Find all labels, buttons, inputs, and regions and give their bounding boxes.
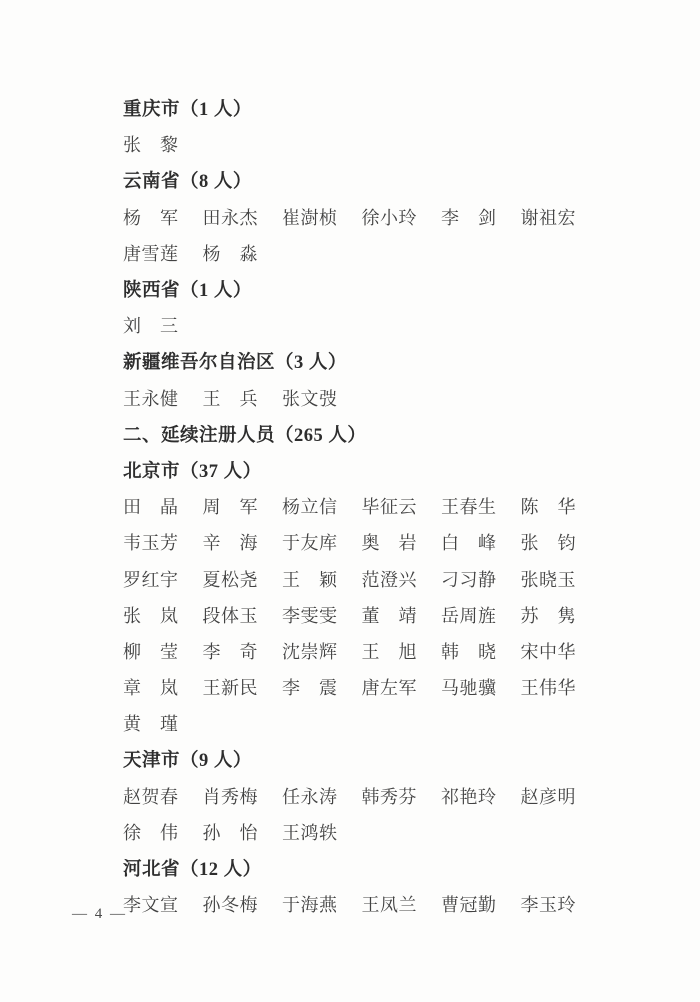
- person-name: 王春生: [441, 497, 497, 518]
- person-name: 毕征云: [361, 497, 417, 518]
- name-row: [123, 778, 593, 814]
- person-name: 韩秀芬: [361, 786, 417, 807]
- document-content: [123, 90, 593, 922]
- person-name: 李玉玲: [520, 895, 576, 916]
- person-name: 张 岚: [123, 605, 179, 626]
- person-name: 李 震: [282, 678, 338, 699]
- person-name: 苏 隽: [520, 605, 576, 626]
- person-name: 王 兵: [202, 388, 258, 409]
- person-name: 任永涛: [282, 786, 338, 807]
- person-name: 罗红宇: [123, 569, 179, 590]
- person-name: 岳周旌: [441, 605, 497, 626]
- person-name: 夏松尧: [202, 569, 258, 590]
- person-name: 王鸿轶: [282, 822, 338, 843]
- person-name: 白 峰: [441, 533, 497, 554]
- page-number: — 4 —: [72, 906, 127, 922]
- person-name: 张文弢: [282, 388, 338, 409]
- name-row: [123, 488, 593, 524]
- person-name: 谢祖宏: [520, 207, 576, 228]
- name-row: [123, 560, 593, 596]
- person-name: 王永健: [123, 388, 179, 409]
- person-name: 李 奇: [202, 641, 258, 662]
- name-row: [123, 633, 593, 669]
- person-name: 田 晶: [123, 497, 179, 518]
- name-row: [123, 235, 593, 271]
- person-name: 田永杰: [202, 207, 258, 228]
- province-heading: 重庆市（1 人）: [123, 100, 252, 121]
- person-name: 沈崇辉: [282, 641, 338, 662]
- person-name: 杨 军: [123, 207, 179, 228]
- person-name: 肖秀梅: [202, 786, 258, 807]
- person-name: 杨 淼: [202, 243, 258, 264]
- person-name: 黄 瑾: [123, 714, 179, 735]
- person-name: 徐小玲: [361, 207, 417, 228]
- person-name: 张 钧: [520, 533, 576, 554]
- person-name: 祁艳玲: [441, 786, 497, 807]
- name-row: [123, 886, 593, 922]
- name-row: [123, 597, 593, 633]
- person-name: 于友库: [282, 533, 338, 554]
- person-name: 李 剑: [441, 207, 497, 228]
- person-name: 奥 岩: [361, 533, 417, 554]
- person-name: 刘 三: [123, 316, 179, 337]
- person-name: 王 旭: [361, 641, 417, 662]
- name-row: [123, 380, 593, 416]
- person-name: 于海燕: [282, 895, 338, 916]
- person-name: 王 颖: [282, 569, 338, 590]
- province-heading: 云南省（8 人）: [123, 172, 252, 193]
- person-name: 徐 伟: [123, 822, 179, 843]
- person-name: 孙 怡: [202, 822, 258, 843]
- person-name: 王伟华: [520, 678, 576, 699]
- name-row: [123, 705, 593, 741]
- name-row: [123, 199, 593, 235]
- person-name: 韩 晓: [441, 641, 497, 662]
- person-name: 赵彦明: [520, 786, 576, 807]
- person-name: 张晓玉: [520, 569, 576, 590]
- name-row: [123, 126, 593, 162]
- person-name: 曹冠勤: [441, 895, 497, 916]
- name-row: [123, 524, 593, 560]
- person-name: 孙冬梅: [202, 895, 258, 916]
- name-row: [123, 669, 593, 705]
- person-name: 赵贺春: [123, 786, 179, 807]
- province-heading: 天津市（9 人）: [123, 751, 252, 772]
- person-name: 范澄兴: [361, 569, 417, 590]
- person-name: 周 军: [202, 497, 258, 518]
- section-heading: 二、延续注册人员（265 人）: [123, 425, 367, 446]
- person-name: 段体玉: [202, 605, 258, 626]
- person-name: 陈 华: [520, 497, 576, 518]
- person-name: 刁习静: [441, 569, 497, 590]
- person-name: 崔澍桢: [282, 207, 338, 228]
- person-name: 马驰骥: [441, 678, 497, 699]
- person-name: 董 靖: [361, 605, 417, 626]
- person-name: 王凤兰: [361, 895, 417, 916]
- person-name: 柳 莹: [123, 641, 179, 662]
- person-name: 韦玉芳: [123, 533, 179, 554]
- person-name: 唐左军: [361, 678, 417, 699]
- name-row: [123, 814, 593, 850]
- province-heading: 河北省（12 人）: [123, 860, 262, 881]
- province-heading: 北京市（37 人）: [123, 461, 262, 482]
- person-name: 宋中华: [520, 641, 576, 662]
- person-name: 李雯雯: [282, 605, 338, 626]
- person-name: 辛 海: [202, 533, 258, 554]
- person-name: 李文宣: [123, 895, 179, 916]
- person-name: 王新民: [202, 678, 258, 699]
- person-name: 张 黎: [123, 135, 179, 156]
- province-heading: 新疆维吾尔自治区（3 人）: [123, 353, 347, 374]
- name-row: [123, 307, 593, 343]
- province-heading: 陕西省（1 人）: [123, 281, 252, 302]
- person-name: 杨立信: [282, 497, 338, 518]
- person-name: 唐雪莲: [123, 243, 179, 264]
- person-name: 章 岚: [123, 678, 179, 699]
